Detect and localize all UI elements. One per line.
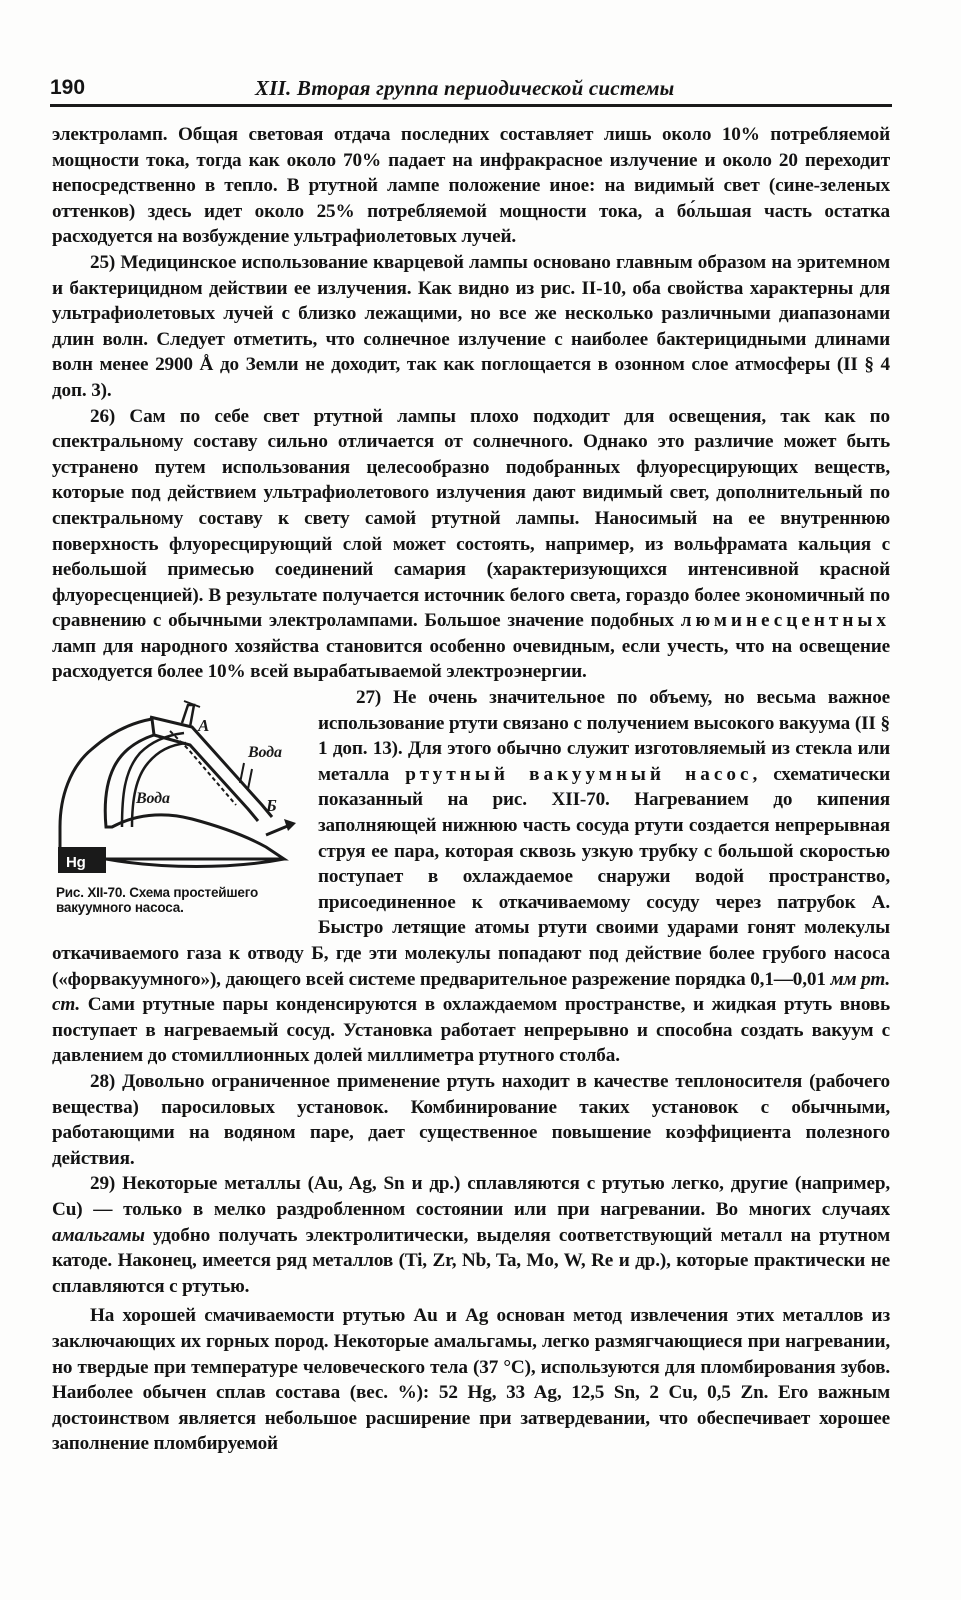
label-a: А [198,716,210,736]
paragraph-continuation: электроламп. Общая световая отдача последних составляет лишь около 10% потребляемой мощности тока, тогда как около 70% падает на инфракрасное излучение и около 20 переходит непосредственно в тепло. В ртутной лампе положение иное: на видимый свет (сине-зеленых оттенков) здесь идет около 25% потребляемой мощности тока, а бо́льшая часть остатка расходуется на возбуждение ультрафиолетовых лучей. [52,124,890,248]
paragraph-26 [52,404,890,686]
term-amalgams: амальгамы [52,1224,145,1246]
label-water-top: Вода [248,744,282,762]
running-title: XII. Вторая группа периодической системы [255,76,675,100]
label-b: Б [266,796,277,816]
label-water-inner: Вода [136,790,170,808]
term-luminescent: люминесцентных [680,610,890,632]
paragraph-27-part-a: 27) Не очень значительное по объему, но весьма важное использование ртути связано с получением высокого вакуума (II § 1 доп. 13). Для этого обычно служит изготовляемый из стекла или металла [318,687,890,785]
header-rule [50,104,892,107]
unit-mm-hg: мм рт. ст. [52,968,890,1016]
paragraph-29-part-b: удобно получать электролитически, выделяя соответствующий металл на ртутном катоде. Наконец, имеется ряд металлов (Ti, Zr, Nb, Ta, Mo, W, Re и др.), которые практически не сплавляются с ртутью. [52,1224,890,1297]
figure-vacuum-pump [52,687,304,933]
paragraph-29-part-a: 29) Некоторые металлы (Au, Ag, Sn и др.) сплавляются с ртутью легко, другие (например, Cu) — только в мелко раздробленном состоянии или при нагревании. Во многих случаях [52,1173,890,1220]
paragraph-29 [52,1171,890,1299]
vacuum-pump-diagram [52,687,304,887]
term-mercury-pump: ртутный вакуумный насос [405,763,753,785]
paragraph-25: 25) Медицинское использование кварцевой лампы основано главным образом на эритемном и бактерицидном действии ее излучения. Как видно из рис. II-10, оба свойства характерны для ультрафиолетовых лучей с близко лежащими, но все же несколько различными диапазонами длин волн. Следует отметить, что солнечное излучение с наиболее бактерицидными длинами волн менее 2900 Å до Земли не доходит, так как поглощается в озонном слое атмосферы (II § 4 доп. 3). [52,251,890,401]
paragraph-26-part-a: 26) Сам по себе свет ртутной лампы плохо подходит для освещения, так как по спектральному составу сильно отличается от солнечного. Однако это различие может быть устранено путем использования целесообразно подобранных флуоресцирующих веществ, которые под действием ультрафиолетового излучения дают видимый свет, дополнительный по спектральному составу к свету самой ртутной лампы. Наносимый на ее внутреннюю поверхность флуоресцирующий слой может состоять, например, из вольфрамата кальция с небольшой примесью соединений самария (характеризующихся интенсивной красной флуоресценцией). В результате получается источник белого света, гораздо более экономичный по сравнению с обычными электролампами. Большое значение подобных [52,405,890,632]
page-number: 190 [50,76,86,99]
label-hg: Hg [66,854,86,872]
figure-caption: Рис. XII-70. Схема простейшего вакуумного насоса. [56,885,258,916]
paragraph-27-part-b: , схематически показанный на рис. XII-70. Нагреванием до кипения заполняющей нижнюю часть сосуда ртути создается непрерывная струя ее пара, которая сквозь узкую трубку с большой скоростью поступает в охлаждаемое снаружи водой пространство, присоединенное к откачиваемому сосуду через патрубок А. Быстро летящие атомы ртути своими ударами гонят молекулы откачиваемого газа к отводу Б, где эти молекулы попадают под действие более грубого насоса («форвакуумного»), дающего всей системе предварительное разрежение порядка 0,1—0,01 [52,763,891,990]
paragraph-26-part-b: ламп для народного хозяйства становится особенно очевидным, если учесть, что на освещение расходуется более 10% всей вырабатываемой электроэнергии. [52,635,890,683]
paragraph-28: 28) Довольно ограниченное применение ртуть находит в качестве теплоносителя (рабочего вещества) паросиловых установок. Комбинирование таких установок с обычными, работающими на водяном паре, дает существенное повышение коэффициента полезного действия. [52,1070,890,1169]
paragraph-30: На хорошей смачиваемости ртутью Au и Ag основан метод извлечения этих металлов из заключающих их горных пород. Некоторые амальгамы, легко размягчающиеся при нагревании, но твердые при температуре человеческого тела (37 °С), используются для пломбирования зубов. Наиболее обычен сплав состава (вес. %): 52 Hg, 33 Ag, 12,5 Sn, 2 Cu, 0,5 Zn. Его важным достоинством является небольшое расширение при затвердевании, что обеспечивает хорошее заполнение пломбируемой [52,1305,890,1455]
body-text [52,122,890,1457]
paragraph-27-part-c: Сами ртутные пары конденсируются в охлаждаемом пространстве, и жидкая ртуть вновь поступает в нагреваемый сосуд. Установка работает непрерывно и способна создать вакуум с давлением до стомиллионных долей миллиметра ртутного столба. [52,994,890,1067]
